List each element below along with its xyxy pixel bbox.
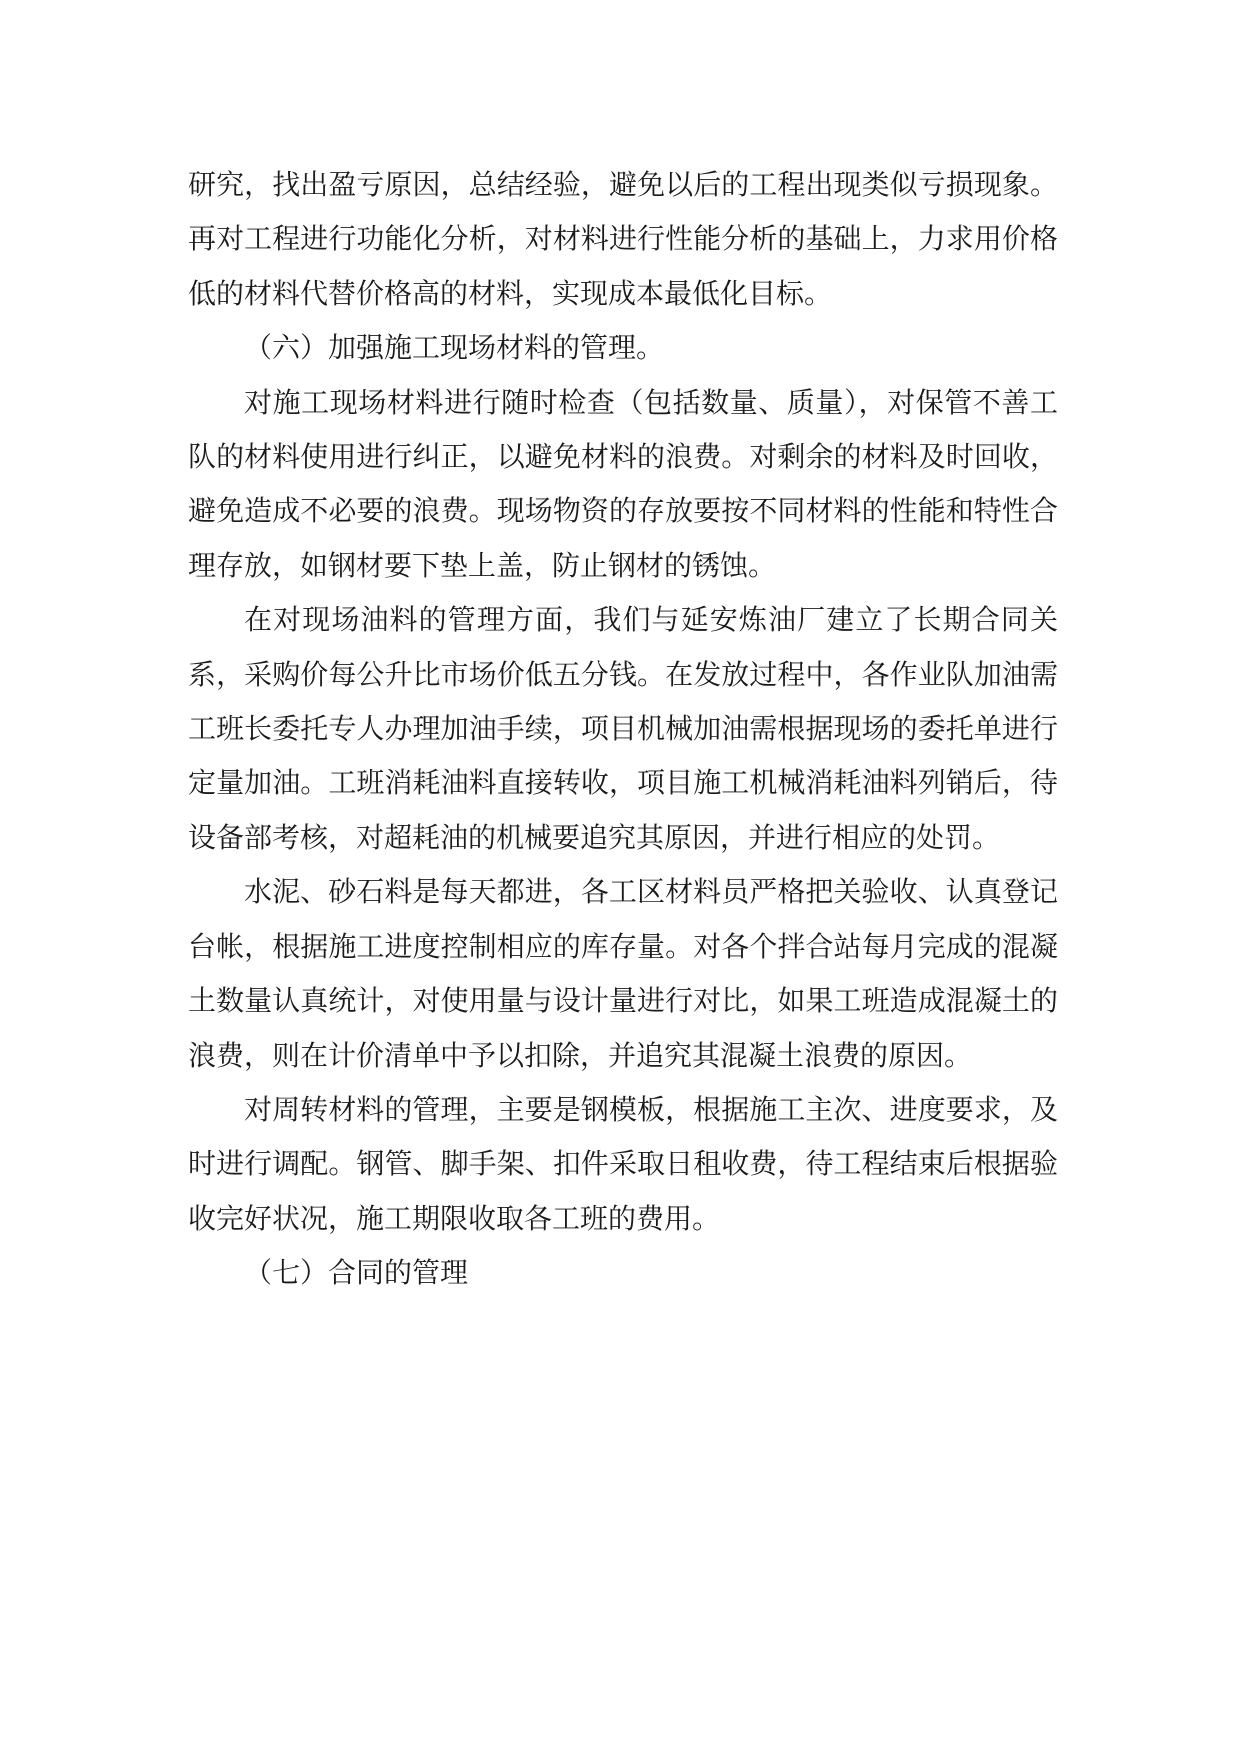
paragraph-turnover-materials: 对周转材料的管理，主要是钢模板，根据施工主次、进度要求，及时进行调配。钢管、脚手架、扣件采取日租收费，待工程结束后根据验收完好状况，施工期限收取各工班的费用。 xyxy=(188,1092,1058,1235)
paragraph-site-material-inspection: 对施工现场材料进行随时检查（包括数量、质量），对保管不善工队的材料使用进行纠正，以避免材料的浪费。对剩余的材料及时回收，避免造成不必要的浪费。现场物资的存放要按不同材料的性能和特性合理存放，如钢材要下垫上盖，防止钢材的锈蚀。 xyxy=(188,385,1058,582)
paragraph-cement-gravel: 水泥、砂石料是每天都进，各工区材料员严格把关验收、认真登记台帐，根据施工进度控制相应的库存量。对各个拌合站每月完成的混凝土数量认真统计，对使用量与设计量进行对比，如果工班造成混凝土的浪费，则在计价清单中予以扣除，并追究其混凝土浪费的原因。 xyxy=(188,875,1058,1072)
section-heading-7: （七）合同的管理 xyxy=(244,1256,469,1290)
paragraph-cost-analysis-continued: 研究，找出盈亏原因，总结经验，避免以后的工程出现类似亏损现象。再对工程进行功能化分析，对材料进行性能分析的基础上，力求用价格低的材料代替价格高的材料，实现成本最低化目标。 xyxy=(188,168,1058,310)
section-heading-6: （六）加强施工现场材料的管理。 xyxy=(244,331,665,365)
paragraph-fuel-management: 在对现场油料的管理方面，我们与延安炼油厂建立了长期合同关系，采购价每公升比市场价低五分钱。在发放过程中，各作业队加油需工班长委托专人办理加油手续，项目机械加油需根据现场的委托单进行定量加油。工班消耗油料直接转收，项目施工机械消耗油料列销后，待设备部考核，对超耗油的机械要追究其原因，并进行相应的处罚。 xyxy=(188,603,1058,854)
document-body xyxy=(188,158,1058,1301)
